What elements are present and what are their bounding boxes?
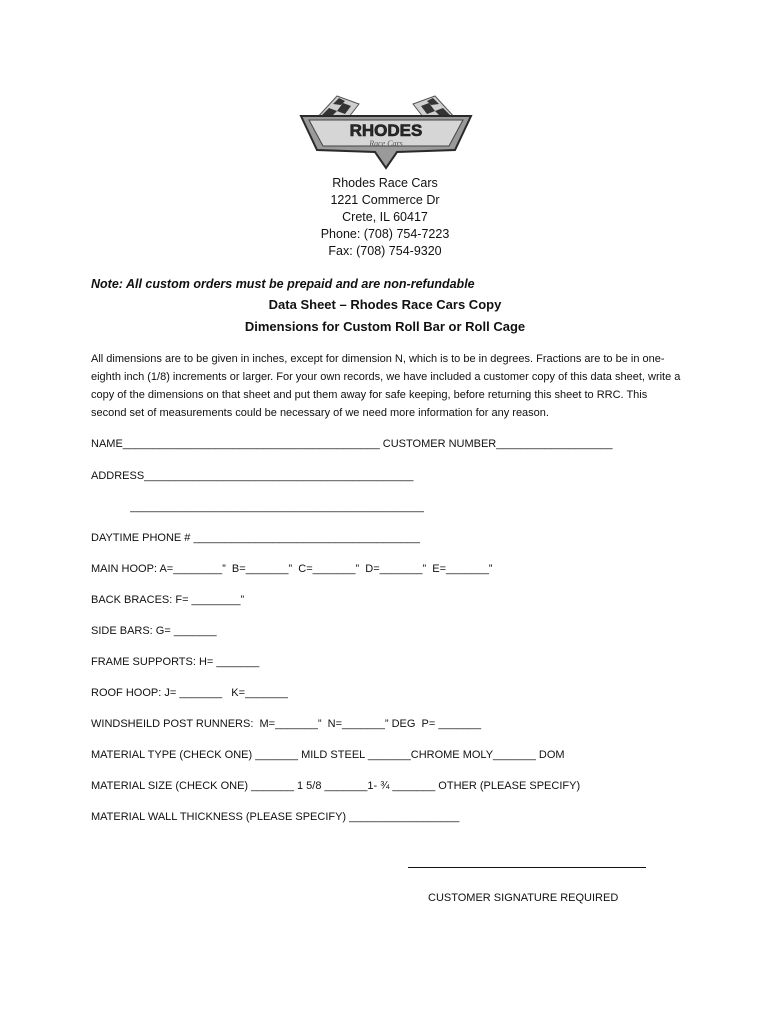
company-phone: Phone: (708) 754-7223 bbox=[320, 227, 450, 241]
back-braces-field[interactable]: BACK BRACES: F= ________” bbox=[91, 594, 245, 606]
daytime-phone-field[interactable]: DAYTIME PHONE # _____________________________________ bbox=[91, 532, 420, 544]
windshield-post-runners-field[interactable]: WINDSHEILD POST RUNNERS: M=_______” N=_______” DEG P= _______ bbox=[91, 718, 482, 730]
rhodes-logo bbox=[297, 92, 475, 170]
frame-supports-field[interactable]: FRAME SUPPORTS: H= _______ bbox=[91, 656, 260, 668]
signature-label: CUSTOMER SIGNATURE REQUIRED bbox=[428, 892, 619, 904]
wall-thickness-field[interactable]: MATERIAL WALL THICKNESS (PLEASE SPECIFY) __________________ bbox=[91, 811, 460, 823]
company-name: Rhodes Race Cars bbox=[332, 176, 438, 190]
page-subtitle: Dimensions for Custom Roll Bar or Roll Cage bbox=[244, 319, 526, 334]
company-city: Crete, IL 60417 bbox=[342, 210, 428, 224]
company-fax: Fax: (708) 754-9320 bbox=[328, 244, 442, 258]
company-street: 1221 Commerce Dr bbox=[330, 193, 440, 207]
address-line2-field[interactable]: ________________________________________________ bbox=[115, 501, 424, 513]
prepaid-note: Note: All custom orders must be prepaid and are non-refundable bbox=[91, 277, 475, 291]
side-bars-field[interactable]: SIDE BARS: G= _______ bbox=[91, 625, 217, 637]
roof-hoop-field[interactable]: ROOF HOOP: J= _______ K=_______ bbox=[91, 687, 288, 699]
page-title: Data Sheet – Rhodes Race Cars Copy bbox=[268, 297, 502, 312]
material-size-field[interactable]: MATERIAL SIZE (CHECK ONE) _______ 1 5/8 _______1- ¾ _______ OTHER (PLEASE SPECIFY) bbox=[91, 780, 581, 792]
address-field[interactable]: ADDRESS____________________________________________ bbox=[91, 470, 414, 482]
logo-tagline-text: Race Cars bbox=[369, 139, 403, 148]
instructions-paragraph: All dimensions are to be given in inches, except for dimension N, which is to be in degrees. Fractions are to be in one-eighth inch (1/8) increments or larger. For your own records, we have included a customer copy of this data sheet, write a copy of the dimensions on that sheet and put them away for safe keeping, before returning this sheet to RRC. This second set of measurements could be necessary of we need more information for any reason. bbox=[91, 353, 681, 419]
logo-brand-text: RHODES bbox=[349, 121, 423, 140]
main-hoop-field[interactable]: MAIN HOOP: A=________” B=_______” C=_______” D=_______” E=_______” bbox=[91, 563, 493, 575]
name-customer-number-field[interactable]: NAME__________________________________________ CUSTOMER NUMBER___________________ bbox=[91, 438, 613, 450]
material-type-field[interactable]: MATERIAL TYPE (CHECK ONE) _______ MILD STEEL _______CHROME MOLY_______ DOM bbox=[91, 749, 565, 761]
signature-line[interactable] bbox=[408, 867, 646, 868]
